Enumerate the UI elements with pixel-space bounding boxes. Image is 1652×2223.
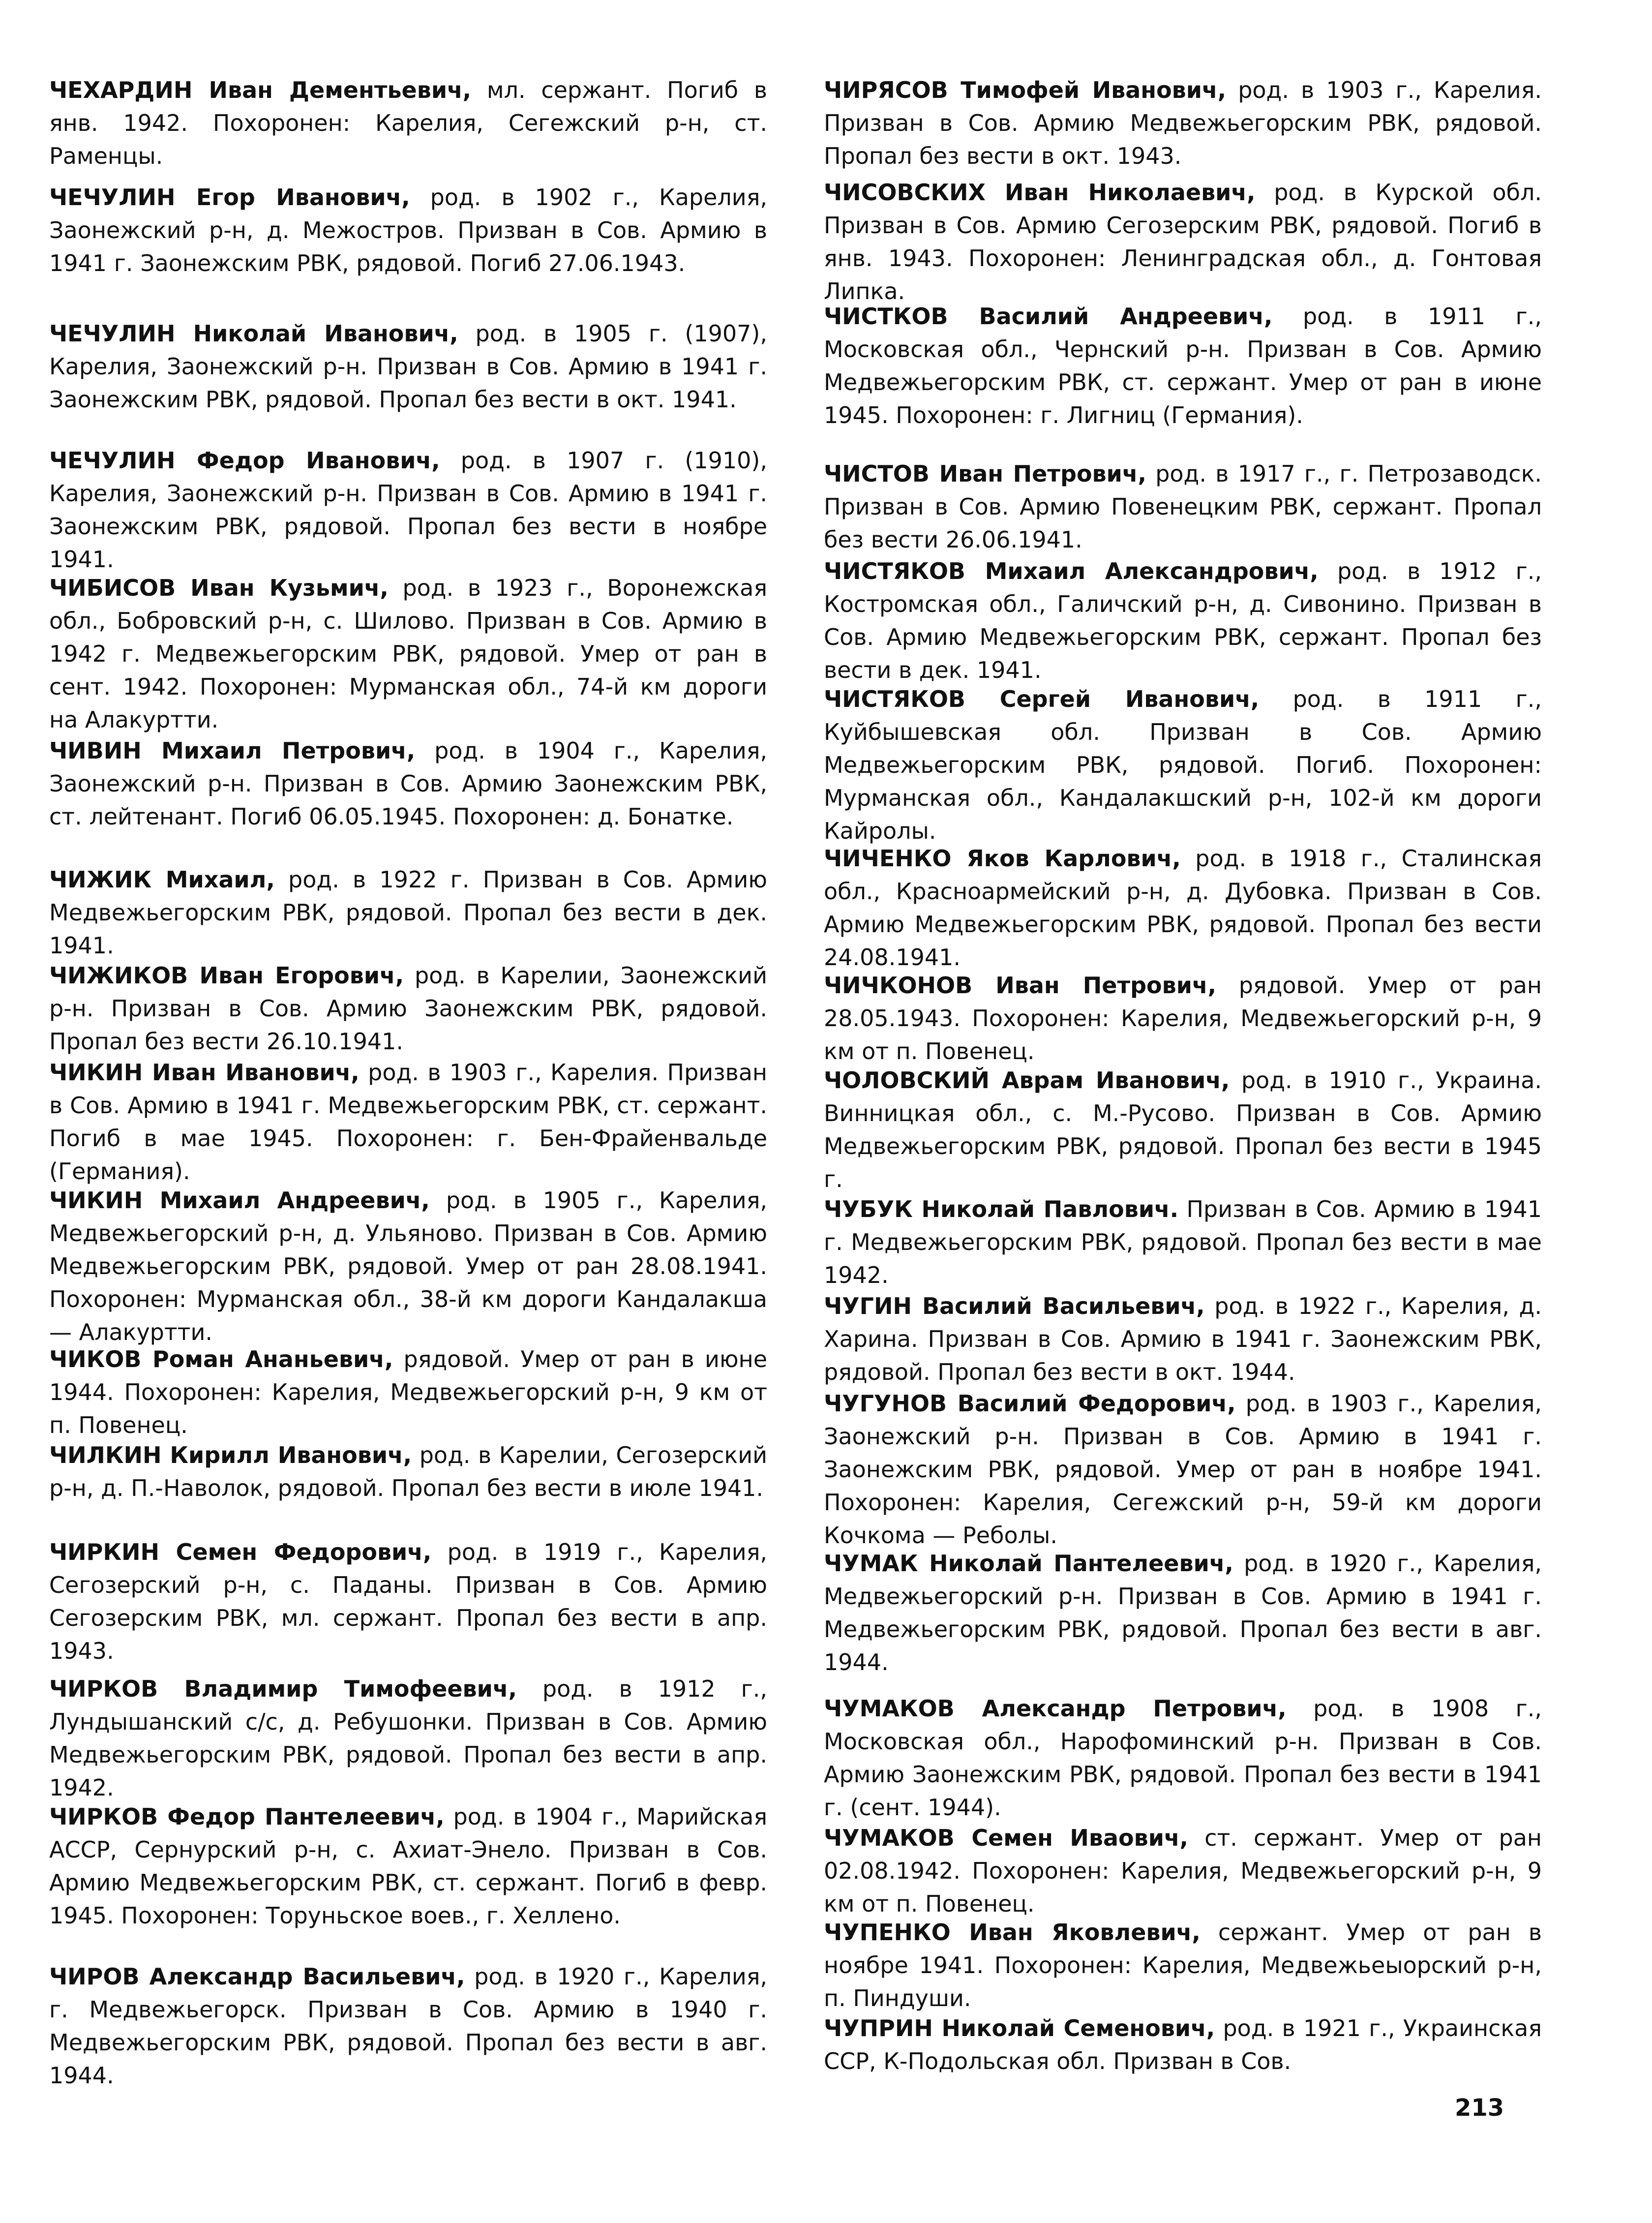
entry-name: ЧУГУНОВ Василий Федорович, xyxy=(824,1390,1236,1417)
entry-name: ЧИРКИН Семен Федорович, xyxy=(49,1539,432,1565)
entry-text: рядовой. Умер от ран в июне 1944. Похоронен: Карелия, Медвежьегорский р-н, 9 км от п. Повенец. xyxy=(49,1346,767,1438)
entry-name: ЧУМАК Николай Пантелеевич, xyxy=(824,1550,1233,1577)
entry-name: ЧИСТЯКОВ Михаил Александрович, xyxy=(824,558,1319,584)
entry-name: ЧИКИН Михаил Андреевич, xyxy=(49,1187,430,1214)
list-item xyxy=(824,74,1542,173)
entry-text: род. в 1912 г., Лундышанский с/с, д. Ребушонки. Призван в Сов. Армию Медвежьегорским РВК, рядовой. Пропал без вести в апр. 1942. xyxy=(49,1675,767,1801)
entry-text: род. в 1922 г. Призван в Сов. Армию Медвежьегорским РВК, рядовой. Пропал без вести в дек. 1941. xyxy=(49,866,767,959)
entry-text: род. в 1908 г., Московская обл., Нарофоминский р-н. Призван в Сов. Армию Заонежским РВК, рядовой. Пропал без вести в 1941 г. (сент. 1944). xyxy=(824,1695,1542,1821)
entry-name: ЧУМАКОВ Семен Иваович, xyxy=(824,1825,1189,1851)
list-item xyxy=(824,1193,1542,1292)
entry-name: ЧИСТКОВ Василий Андреевич, xyxy=(824,303,1273,330)
entry-text: рядовой. Умер от ран 28.05.1943. Похоронен: Карелия, Медвежьегорский р-н, 9 км от п. Повенец. xyxy=(824,972,1542,1065)
list-item xyxy=(49,1536,767,1668)
list-item xyxy=(824,1290,1542,1389)
entry-name: ЧУГИН Василий Васильевич, xyxy=(824,1293,1205,1319)
list-item xyxy=(49,444,767,576)
list-item xyxy=(824,842,1542,974)
list-item xyxy=(824,555,1542,687)
list-item xyxy=(824,1387,1542,1552)
list-item xyxy=(49,181,767,280)
list-item xyxy=(824,1064,1542,1196)
entry-name: ЧИРКОВ Федор Пантелеевич, xyxy=(49,1803,445,1830)
list-item xyxy=(824,969,1542,1068)
list-item xyxy=(49,1673,767,1804)
entry-text: род. в 1910 г., Украина. Винницкая обл., с. М.-Русово. Призван в Сов. Армию Медвежьегорским РВК, рядовой. Пропал без вести в 1945 г. xyxy=(824,1067,1542,1192)
entry-text: род. в 1904 г., Карелия, Заонежский р-н. Призван в Сов. Армию Заонежским РВК, ст. лейтенант. Погиб 06.05.1945. Похоронен: д. Бонатке. xyxy=(49,737,768,830)
entry-text: ст. сержант. Умер от ран 02.08.1942. Похоронен: Карелия, Медвежьегорский р-н, 9 км от п. Повенец. xyxy=(824,1825,1542,1917)
entry-name: ЧУПРИН Николай Семенович, xyxy=(824,2015,1215,2041)
entry-name: ЧИВИН Михаил Петрович, xyxy=(49,737,416,764)
entry-name: ЧЕЧУЛИН Николай Иванович, xyxy=(49,320,458,347)
list-item xyxy=(824,1692,1542,1824)
list-item xyxy=(824,2012,1542,2078)
list-item xyxy=(49,74,767,173)
entry-name: ЧИЖИК Михаил, xyxy=(49,866,275,893)
list-item xyxy=(49,959,767,1058)
list-item xyxy=(824,300,1542,432)
entry-text: род. в Курской обл. Призван в Сов. Армию Сегозерским РВК, рядовой. Погиб в янв. 1943. Похоронен: Ленинградская обл., д. Гонтовая Липка. xyxy=(824,179,1542,305)
entry-name: ЧИЧКОНОВ Иван Петрович, xyxy=(824,972,1217,999)
page-number: 213 xyxy=(1455,2094,1504,2122)
list-item xyxy=(49,1960,767,2092)
entry-text: сержант. Умер от ран в ноябре 1941. Похоронен: Карелия, Медвежьеыорский р-н, п. Пиндуши. xyxy=(824,1919,1542,2011)
entry-text: род. в 1923 г., Воронежская обл., Бобровский р-н, с. Шилово. Призван в Сов. Армию в 1942 г. Медвежьегорским РВК, рядовой. Умер от ран в сент. 1942. Похоронен: Мурманская обл., 74-й км дороги на Алакуртти. xyxy=(49,575,768,733)
list-item xyxy=(49,863,767,962)
entry-text: род. в 1920 г., Карелия, г. Медвежьегорск. Призван в Сов. Армию в 1940 г. Медвежьегорским РВК, рядовой. Пропал без вести в авг. 1944. xyxy=(49,1963,768,2089)
entry-name: ЧЕХАРДИН Иван Дементьевич, xyxy=(49,77,472,103)
entry-text: род. в Карелии, Заонежский р-н. Призван в Сов. Армию Заонежским РВК, рядовой. Пропал без вести 26.10.1941. xyxy=(49,962,767,1055)
list-item xyxy=(824,683,1542,848)
entry-text: род. в 1903 г., Карелия. Призван в Сов. Армию Медвежьегорским РВК, рядовой. Пропал без вести в окт. 1943. xyxy=(824,77,1542,169)
entry-text: род. в 1911 г., Куйбышевская обл. Призван в Сов. Армию Медвежьегорским РВК, рядовой. Погиб. Похоронен: Мурманская обл., Кандалакшский р-н, 102-й км дороги Кайролы. xyxy=(824,686,1542,844)
entry-text: род. в 1919 г., Карелия, Сегозерский р-н, с. Паданы. Призван в Сов. Армию Сегозерским РВК, мл. сержант. Пропал без вести в апр. 1943. xyxy=(49,1539,767,1664)
entry-text: род. в 1921 г., Украинская ССР, К-Подольская обл. Призван в Сов. xyxy=(824,2015,1542,2074)
entry-name: ЧИЧЕНКО Яков Карлович, xyxy=(824,845,1181,872)
entry-name: ЧОЛОВСКИЙ Аврам Иванович, xyxy=(824,1067,1230,1094)
list-item xyxy=(49,1056,767,1188)
entry-name: ЧЕЧУЛИН Егор Иванович, xyxy=(49,184,410,211)
entry-text: род. в 1922 г., Карелия, д. Харина. Призван в Сов. Армию в 1941 г. Заонежским РВК, рядовой. Пропал без вести в окт. 1944. xyxy=(824,1293,1542,1385)
list-item xyxy=(824,1916,1542,2015)
entry-text: род. в 1918 г., Сталинская обл., Красноармейский р-н, д. Дубовка. Призван в Сов. Армию Медвежьегорским РВК, рядовой. Пропал без вести 24.08.1941. xyxy=(824,845,1542,971)
entry-name: ЧИЛКИН Кирилл Иванович, xyxy=(49,1442,412,1468)
entry-text: род. в 1903 г., Карелия. Призван в Сов. Армию в 1941 г. Медвежьегорским РВК, ст. сержант. Погиб в мае 1945. Похоронен: г. Бен-Фрайенвальде (Германия). xyxy=(49,1059,768,1185)
list-item xyxy=(49,1800,767,1932)
list-item xyxy=(49,1184,767,1349)
entry-text: род. в 1905 г. (1907), Карелия, Заонежский р-н. Призван в Сов. Армию в 1941 г. Заонежским РВК, рядовой. Пропал без вести в окт. 1941. xyxy=(49,320,767,413)
entry-text: род. в 1905 г., Карелия, Медвежьегорский р-н, д. Ульяново. Призван в Сов. Армию Медвежьегорским РВК, рядовой. Умер от ран 28.08.1941. Похоронен: Мурманская обл., 38-й км дороги Кандалакша — Алакуртти. xyxy=(49,1187,767,1345)
entry-name: ЧУМАКОВ Александр Петрович, xyxy=(824,1695,1287,1722)
list-item xyxy=(49,1439,767,1505)
list-item xyxy=(49,317,767,416)
entry-text: род. в 1904 г., Марийская АССР, Сернурский р-н, с. Ахиат-Энело. Призван в Сов. Армию Медвежьегорским РВК, ст. сержант. Погиб в февр. 1945. Похоронен: Торуньское воев., г. Хеллено. xyxy=(49,1803,767,1929)
entry-name: ЧИКОВ Роман Ананьевич, xyxy=(49,1346,393,1372)
left-column xyxy=(49,0,767,2223)
entry-name: ЧИСТЯКОВ Сергей Иванович, xyxy=(824,686,1260,712)
list-item xyxy=(824,1822,1542,1920)
entry-name: ЧИБИСОВ Иван Кузьмич, xyxy=(49,575,389,601)
list-item xyxy=(49,1343,767,1442)
entry-name: ЧИЖИКОВ Иван Егорович, xyxy=(49,962,404,989)
entry-name: ЧЕЧУЛИН Федор Иванович, xyxy=(49,447,440,474)
list-item xyxy=(49,734,767,833)
entry-name: ЧИРОВ Александр Васильевич, xyxy=(49,1963,465,1990)
entry-name: ЧУБУК Николай Павлович. xyxy=(824,1196,1179,1222)
entry-text: род. в 1917 г., г. Петрозаводск. Призван в Сов. Армию Повенецким РВК, сержант. Пропал без вести 26.06.1941. xyxy=(824,460,1542,553)
entry-name: ЧИРКОВ Владимир Тимофеевич, xyxy=(49,1675,517,1702)
entry-text: род. в 1907 г. (1910), Карелия, Заонежский р-н. Призван в Сов. Армию в 1941 г. Заонежским РВК, рядовой. Пропал без вести в ноябре 1941. xyxy=(49,447,767,573)
entry-text: род. в 1902 г., Карелия, Заонежский р-н, д. Межостров. Призван в Сов. Армию в 1941 г. Заонежским РВК, рядовой. Погиб 27.06.1943. xyxy=(49,184,767,276)
list-item xyxy=(824,176,1542,308)
entry-text: Призван в Сов. Армию в 1941 г. Медвежьегорским РВК, рядовой. Пропал без вести в мае 1942. xyxy=(824,1196,1542,1288)
entry-name: ЧИСОВСКИХ Иван Николаевич, xyxy=(824,179,1256,206)
list-item xyxy=(824,1547,1542,1679)
entry-name: ЧИКИН Иван Иванович, xyxy=(49,1059,360,1086)
entry-name: ЧИРЯСОВ Тимофей Иванович, xyxy=(824,77,1227,103)
entry-name: ЧИСТОВ Иван Петрович, xyxy=(824,460,1146,487)
entry-text: род. в 1912 г., Костромская обл., Галичский р-н, д. Сивонино. Призван в Сов. Армию Медвежьегорским РВК, сержант. Пропал без вести в дек. 1941. xyxy=(824,558,1542,683)
list-item xyxy=(49,572,767,736)
entry-text: род. в Карелии, Сегозерский р-н, д. П.-Наволок, рядовой. Пропал без вести в июле 1941. xyxy=(49,1442,767,1501)
entry-name: ЧУПЕНКО Иван Яковлевич, xyxy=(824,1919,1201,1946)
entry-text: мл. сержант. Погиб в янв. 1942. Похоронен: Карелия, Сегежский р-н, ст. Раменцы. xyxy=(49,77,767,169)
list-item xyxy=(824,457,1542,556)
right-column xyxy=(824,0,1542,2223)
entry-text: род. в 1903 г., Карелия, Заонежский р-н. Призван в Сов. Армию в 1941 г. Заонежским РВК, рядовой. Умер от ран в ноябре 1941. Похоронен: Карелия, Сегежский р-н, 59-й км дороги Кочкома — Реболы. xyxy=(824,1390,1542,1549)
entry-text: род. в 1920 г., Карелия, Медвежьегорский р-н. Призван в Сов. Армию в 1941 г. Медвежьегорским РВК, рядовой. Пропал без вести в авг. 1944. xyxy=(824,1550,1542,1675)
entry-text: род. в 1911 г., Московская обл., Чернский р-н. Призван в Сов. Армию Медвежьегорским РВК, ст. сержант. Умер от ран в июне 1945. Похоронен: г. Лигниц (Германия). xyxy=(824,303,1542,428)
